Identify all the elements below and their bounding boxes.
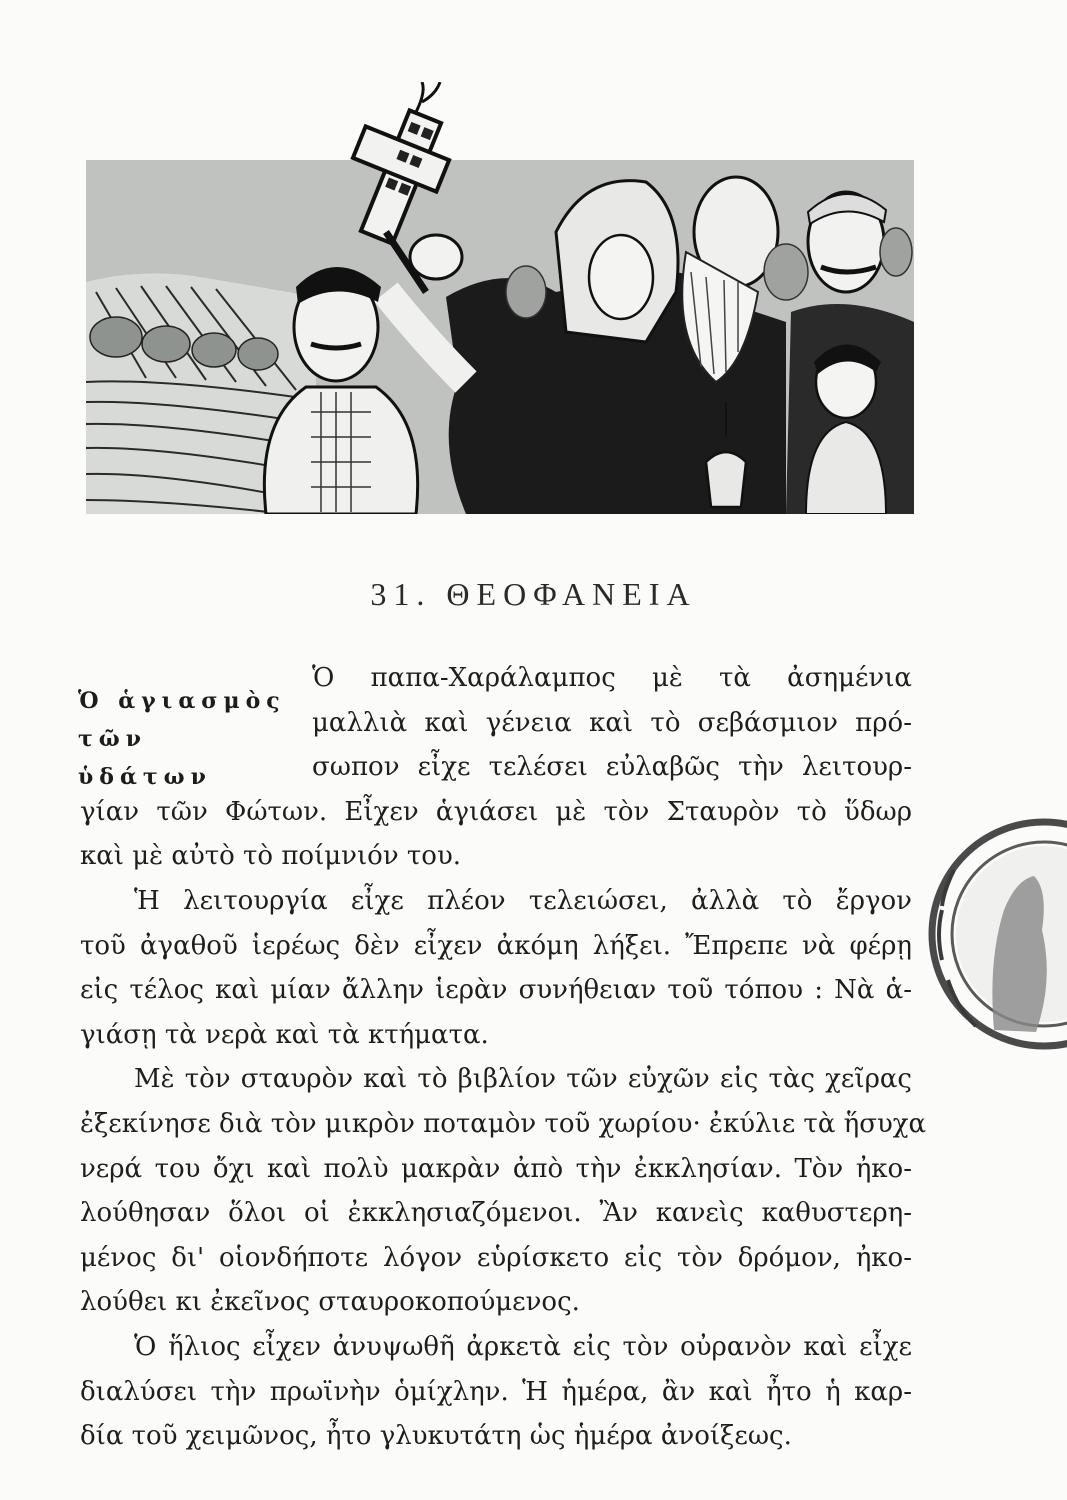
text-line: δία τοῦ χειμῶνος, ἦτο γλυκυτάτη ὡς ἡμέρα ἀνοίξεως.: [80, 1421, 792, 1452]
woman-figure: [556, 181, 678, 342]
stamp-seal-icon: [924, 810, 1067, 1058]
text-line: λούθησαν ὅλοι οἱ ἐκκλησιαζόμενοι. Ἂν κανεὶς καθυστερη-: [80, 1198, 912, 1229]
illustration-epiphany-blessing: [86, 82, 914, 514]
text-line: εἰς τέλος καὶ μίαν ἄλλην ἱερὰν συνήθειαν τοῦ τόπου : Νὰ ἁ-: [80, 975, 912, 1006]
text-line: μένος δι' οἱονδήποτε λόγον εὑρίσκετο εἰς τὸν δρόμον, ἠκο-: [80, 1242, 912, 1273]
text-line: νερά του ὄχι καὶ πολὺ μακρὰν ἀπὸ τὴν ἐκκλησίαν. Τὸν ἠκο-: [80, 1153, 912, 1184]
text-line: μαλλιὰ καὶ γένεια καὶ τὸ σεβάσμιον πρό-: [312, 707, 912, 738]
text-line: σωπον εἶχε τελέσει εὐλαβῶς τὴν λειτουρ-: [312, 752, 912, 783]
text-line: τοῦ ἀγαθοῦ ἱερέως δὲν εἶχεν ἀκόμη λήξει. Ἔπρεπε νὰ φέρῃ: [80, 930, 912, 961]
text-line: διαλύσει τὴν πρωϊνὴν ὁμίχλην. Ἡ ἡμέρα, ἂν καὶ ἦτο ἡ καρ-: [80, 1376, 912, 1407]
text-line: Ἡ λειτουργία εἶχε πλέον τελειώσει, ἀλλὰ τὸ ἔργον: [134, 885, 912, 916]
marginal-note-line: τῶν ὑδάτων: [78, 726, 212, 790]
text-line: ἐξεκίνησε διὰ τὸν μικρὸν ποταμὸν τοῦ χωρίου· ἐκύλιε τὰ ἥσυχα: [80, 1108, 927, 1139]
text-line: λούθει κι ἐκεῖνος σταυροκοπούμενος.: [80, 1287, 580, 1318]
marginal-note-line: Ὁ ἁγιασμὸς: [78, 688, 286, 714]
text-line: γίαν τῶν Φώτων. Εἶχεν ἁγιάσει μὲ τὸν Σταυρὸν τὸ ὕδωρ: [80, 796, 912, 827]
illustration-drawing: [86, 82, 914, 514]
text-line: Ὁ παπα-Χαράλαμπος μὲ τὰ ἀσημένια: [312, 663, 912, 693]
text-line: καὶ μὲ αὐτὸ τὸ ποίμνιόν του.: [80, 841, 462, 872]
text-line: Μὲ τὸν σταυρὸν καὶ τὸ βιβλίον τῶν εὐχῶν εἰς τὰς χεῖρας: [134, 1064, 912, 1095]
chapter-title: 31. ΘΕΟΦΑΝΕΙΑ: [370, 576, 697, 612]
library-stamp: [924, 810, 1067, 1058]
body-text: [80, 656, 927, 1459]
text-line: γιάσῃ τὰ νερὰ καὶ τὰ κτήματα.: [80, 1019, 489, 1050]
text-line: Ὁ ἥλιος εἶχεν ἀνυψωθῆ ἀρκετὰ εἰς τὸν οὐρανὸν καὶ εἶχε: [134, 1331, 912, 1362]
